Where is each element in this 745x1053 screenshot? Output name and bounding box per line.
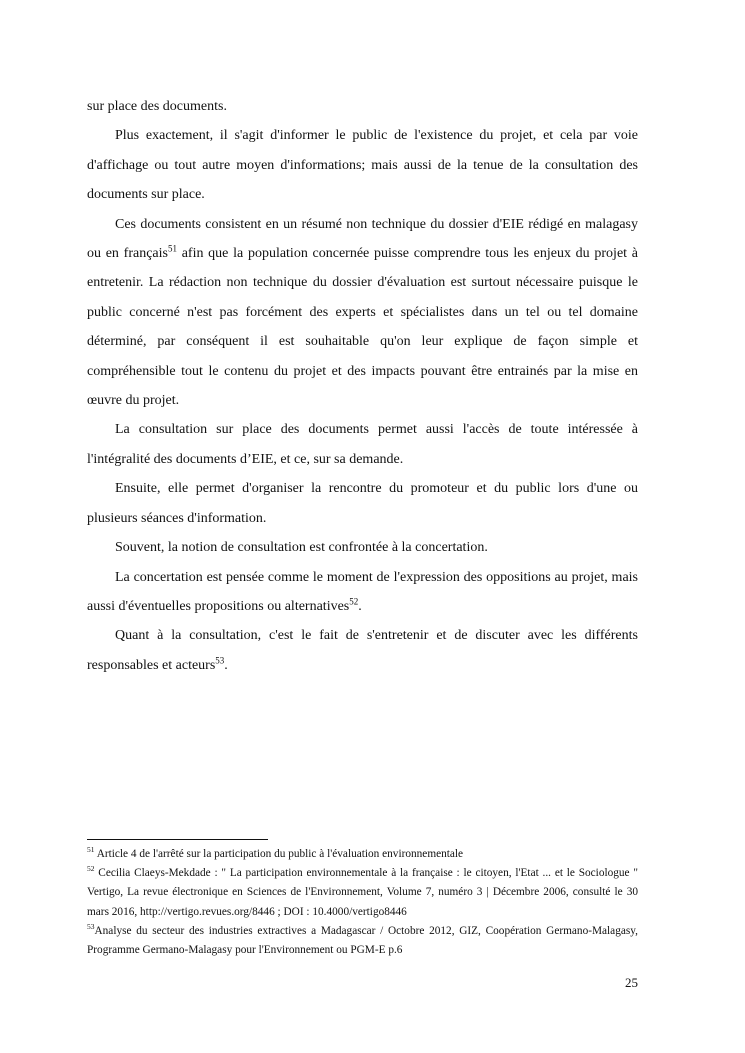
footnote-text: Cecilia Claeys-Mekdade : " La participation environnementale à la française : le citoyen, l'Etat ... et le Sociologue " Vertigo, La revue électronique en Sciences de l'Environnement, Volume 7, numéro 3 | Décembre 2006, consulté le 30 mars 2016, http://vertigo.revues.org/8446 ; DOI : 10.4000/vertigo8446 xyxy=(87,867,638,918)
footnote-separator xyxy=(87,839,268,840)
footnote-text: Analyse du secteur des industries extractives a Madagascar / Octobre 2012, GIZ, Coopération Germano-Malagasy, Programme Germano-Malagasy pour l'Environnement ou PGM-E p.6 xyxy=(87,924,638,957)
footnote-number: 52 xyxy=(87,864,95,874)
footnote-53 xyxy=(87,922,638,960)
paragraph-concertation xyxy=(87,563,638,622)
body-text xyxy=(87,92,638,680)
footnote-51 xyxy=(87,845,638,864)
footnote-text: Article 4 de l'arrêté sur la participation du public à l'évaluation environnementale xyxy=(94,848,464,860)
paragraph-notion-consultation: Souvent, la notion de consultation est confrontée à la concertation. xyxy=(115,540,488,556)
paragraph-rencontre: Ensuite, elle permet d'organiser la rencontre du promoteur et du public lors d'une ou plusieurs séances d'information. xyxy=(87,481,638,526)
paragraph-text-part: Ces documents consistent en un résumé non technique du dossier d'EIE rédigé en malagasy ou en français xyxy=(87,216,638,262)
paragraph-text-part: . xyxy=(358,598,362,614)
footnote-number: 51 xyxy=(87,845,95,855)
footnote-ref-53[interactable]: 53 xyxy=(215,655,225,666)
paragraph-informer-public: Plus exactement, il s'agit d'informer le public de l'existence du projet, et cela par voie d'affichage ou tout autre moyen d'informations; mais aussi de la tenue de la consultation des documents sur place. xyxy=(87,128,638,203)
footnote-52 xyxy=(87,864,638,922)
footnote-ref-51[interactable]: 51 xyxy=(167,243,177,254)
footnote-ref-52[interactable]: 52 xyxy=(349,596,359,607)
paragraph-text-part: Quant à la consultation, c'est le fait de s'entretenir et de discuter avec les différents responsables et acteurs xyxy=(87,628,638,673)
footnotes xyxy=(87,845,638,960)
paragraph-continuation: sur place des documents. xyxy=(87,99,227,114)
page-number: 25 xyxy=(625,975,638,990)
footnote-number: 53 xyxy=(87,922,95,932)
paragraph-text-part: . xyxy=(224,657,228,673)
paragraph-consultation xyxy=(87,621,638,680)
paragraph-resume-non-technique xyxy=(87,210,638,416)
paragraph-text-part: afin que la population concernée puisse comprendre tous les enjeux du projet à entretenir. La rédaction non technique du dossier d'évaluation est surtout nécessaire puisque le public concerné n'est pas forcément des experts et spécialistes dans un tel ou tel domaine déterminé, par conséquent il est souhaitable qu'on leur explique de façon simple et compréhensible tout le contenu du projet et des impacts pouvant être entrainés par la mise en œuvre du projet. xyxy=(87,246,638,409)
paragraph-text-part: La concertation est pensée comme le moment de l'expression des oppositions au projet, mais aussi d'éventuelles propositions ou alternatives xyxy=(87,569,638,614)
paragraph-acces-documents: La consultation sur place des documents permet aussi l'accès de toute intéressée à l'intégralité des documents d’EIE, et ce, sur sa demande. xyxy=(87,422,638,467)
